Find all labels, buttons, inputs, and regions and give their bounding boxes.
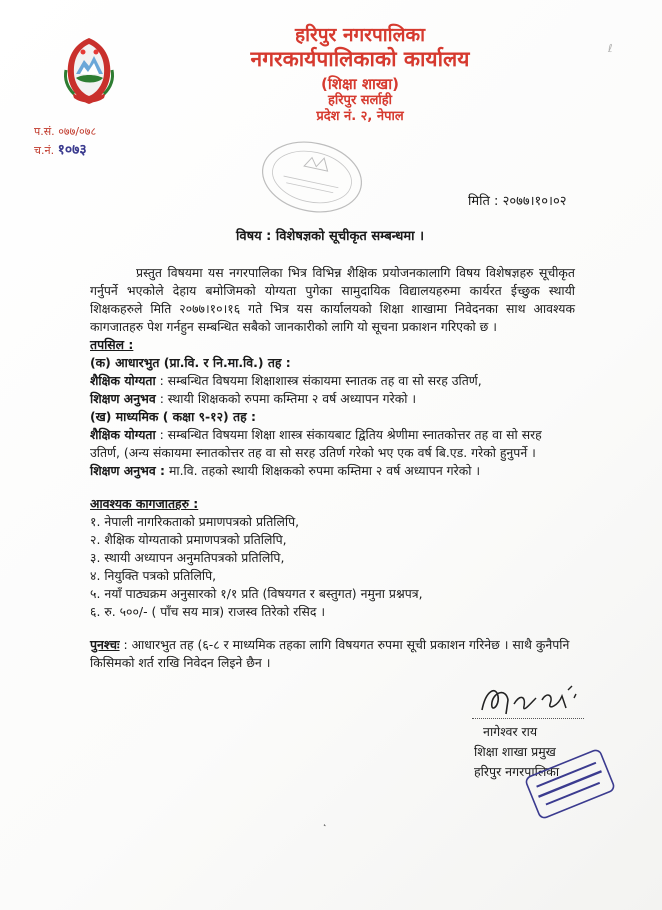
- ka-experience-text: : स्थायी शिक्षकको रुपमा कम्तिमा २ वर्ष अध्यापन गरेको ।: [159, 391, 417, 406]
- document-list: [90, 513, 575, 621]
- list-item: ६. रु. ५००/- ( पाँच सय मात्र) राजस्व तिरेको रसिद ।: [90, 604, 326, 619]
- postscript: [90, 636, 575, 672]
- list-item: ४. नियुक्ति पत्रको प्रतिलिपि,: [90, 568, 217, 583]
- corner-mark-icon: ℓ: [608, 42, 613, 55]
- municipality-name: हरिपुर नगरपालिका: [294, 24, 425, 46]
- ka-qualification: [90, 372, 575, 390]
- cn-label: च.नं.: [34, 144, 55, 157]
- section-kha-heading: (ख) माध्यमिक ( कक्षा ९-१२) तह :: [90, 409, 256, 424]
- kha-qualification: [90, 426, 575, 462]
- signature-line: [472, 718, 584, 719]
- notice-body: [90, 264, 575, 672]
- ps-value: ०७७/०७८: [58, 125, 97, 138]
- ka-qualification-text: : सम्बन्धित विषयमा शिक्षाशास्त्र संकायमा स्नातक तह वा सो सरह उतिर्ण,: [159, 373, 482, 388]
- kha-experience-label: शिक्षण अनुभव :: [90, 463, 166, 478]
- list-item: ५. नयाँ पाठ्यक्रम अनुसारको १/१ प्रति (विषयगत र बस्तुगत) नमुना प्रश्नपत्र,: [90, 586, 423, 601]
- issue-date: मिति : २०७७।१०।०२: [468, 194, 567, 209]
- section-ka-heading: (क) आधारभुत (प्रा.वि. र नि.मा.वि.) तह :: [90, 355, 291, 370]
- reference-cn: [34, 140, 87, 159]
- letterhead: [150, 24, 570, 125]
- signer-office: हरिपुर नगरपालिका: [474, 764, 560, 779]
- kha-experience: [90, 462, 575, 480]
- list-item: १. नेपाली नागरिकताको प्रमाणपत्रको प्रतिलिपि,: [90, 514, 300, 529]
- documents-heading: आवश्यक कागजातहरु :: [90, 496, 199, 511]
- cn-value: १०७३: [57, 142, 87, 158]
- signer-name: नागेश्वर राय: [483, 724, 538, 739]
- nepal-emblem-icon: [58, 34, 120, 108]
- office-seal-icon: [251, 128, 373, 227]
- office-name: नगरकार्यपालिकाको कार्यालय: [250, 47, 470, 72]
- intro-paragraph: प्रस्तुत विषयमा यस नगरपालिका भित्र विभिन्न शैक्षिक प्रयोजनकालागि विषय विशेषज्ञहरु सूचीकृत गर्नुपर्ने भएकोले देहाय बमोजिमको योग्यता पुगेका सामुदायिक विद्यालयहरुमा कार्यरत ईच्छुक स्थायी शिक्षकहरुले मिति २०७७।१०।१६ गते भित्र यस कार्यालयको शिक्षा शाखामा निवेदनका साथ आवश्यक कागजातहरु पेश गर्नहुन सम्बन्धित सबैको जानकारीको लागि यो सूचना प्रकाशन गरिएको छ ।: [90, 265, 575, 334]
- postscript-text: : आधारभुत तह (६-८ र माध्यमिक तहका लागि विषयगत रुपमा सूची प्रकाशन गरिनेछ । साथै कुनैपनि किसिमको शर्त राखि निवेदन लिइने छैन ।: [90, 637, 570, 670]
- reference-ps: [34, 124, 96, 139]
- subject-line: विषय : विशेषज्ञको सूचीकृत सम्बन्धमा ।: [235, 229, 424, 244]
- list-item: २. शैक्षिक योग्यताको प्रमाणपत्रको प्रतिलिपि,: [90, 532, 287, 547]
- tapasil-heading: तपसिल :: [90, 337, 134, 352]
- ka-experience: [90, 390, 575, 408]
- kha-qualification-text: : सम्बन्धित विषयमा शिक्षा शास्त्र संकायबाट द्वितिय श्रेणीमा स्नातकोत्तर तह वा सो सरह उतिर्ण, (अन्य संकायमा स्नातकोत्तर तह वा सो सरह उतिर्ण गरेको भए एक वर्ष बि.एड. गरेको हुनुपर्ने ।: [90, 427, 542, 460]
- signer-title: शिक्षा शाखा प्रमुख: [474, 744, 556, 759]
- postscript-label: पुनश्चः: [90, 637, 120, 652]
- ps-label: प.सं.: [34, 125, 55, 138]
- kha-experience-text: मा.वि. तहको स्थायी शिक्षकको रुपमा कम्तिमा २ वर्ष अध्यापन गरेको ।: [168, 463, 481, 478]
- page-mark-icon: ˛: [322, 814, 328, 827]
- kha-qualification-label: शैक्षिक योग्यता: [90, 427, 156, 442]
- ka-qualification-label: शैक्षिक योग्यता: [90, 373, 156, 388]
- ka-experience-label: शिक्षण अनुभव: [90, 391, 156, 406]
- list-item: ३. स्थायी अध्यापन अनुमतिपत्रको प्रतिलिपि,: [90, 550, 285, 565]
- province-line: प्रदेश नं. २, नेपाल: [316, 108, 404, 124]
- section-name: (शिक्षा शाखा): [321, 74, 399, 93]
- address-line: हरिपुर सर्लाही: [327, 93, 393, 109]
